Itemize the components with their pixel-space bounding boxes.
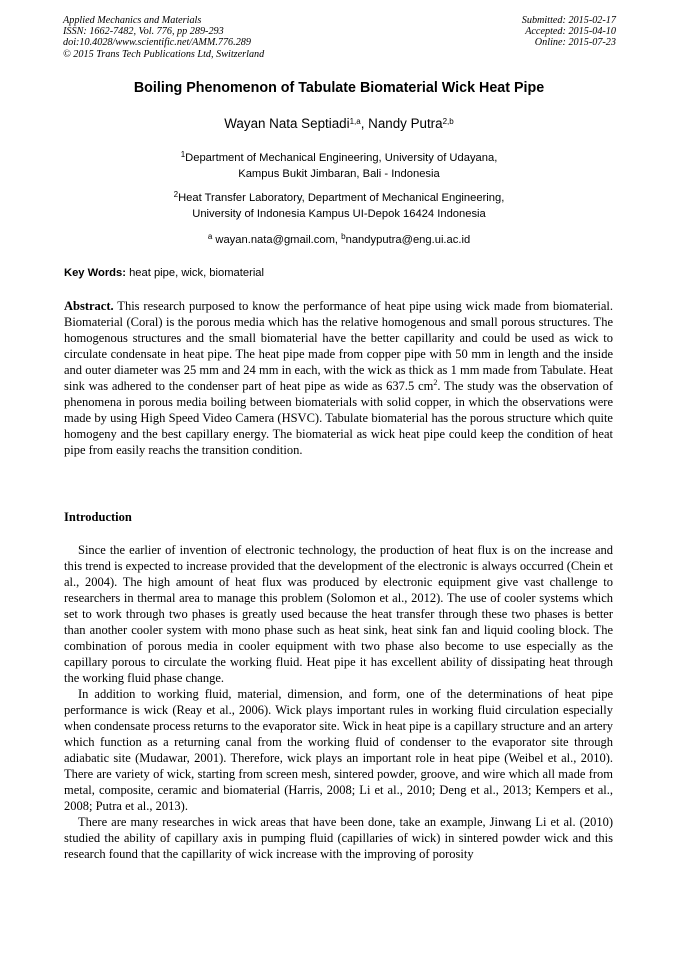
paragraph: In addition to working fluid, material, dimension, and form, one of the determinations of heat pipe performance is wick (Reay et al., 2006). Wick plays important rules in working fluid circulation especially when condensate process returns to the evaporator site. Wick in heat pipe is a capillary structure and an artery which function as a returning canal from the working fluid of condenser to the evaporator site through adiabatic site (Mudawar, 2001). Therefore, wick plays an important role in heat pipe (Weibel et al., 2010). There are variety of wick, starting from screen mesh, sintered powder, groove, and wire which all made from metal, composite, ceramic and biomaterial (Harris, 2008; Li et al., 2010; Deng et al., 2013; Kempers et al., 2008; Putra et al., 2013). — [64, 687, 613, 813]
keywords — [64, 267, 624, 279]
affiliation-line: University of Indonesia Kampus UI-Depok 16424 Indonesia — [192, 208, 486, 220]
paragraph: Since the earlier of invention of electronic technology, the production of heat flux is on the increase and this trend is expected to increase provided that the development of the electronic is always occurred (Chein et al., 2004). The high amount of heat flux was produced by electronic equipment give vast challenge to researchers in thermal area to manage this problem (Solomon et al., 2012). The use of cooler systems which set to work through two phases is greatly used because the heat transfer through these two phases is better than another cooler system with mono phase such as heat sink, heat sink fan and liquid cooling block. The combination of porous media in cooler equipment with two phase also become to use especially as the capillary porous to circulate the working fluid. Heat pipe it has excellent ability of dissipating heat through the working fluid phase change. — [64, 543, 613, 685]
author-name: Nandy Putra — [368, 116, 443, 131]
keywords-text: heat pipe, wick, biomaterial — [125, 267, 265, 279]
affiliation-line: Kampus Bukit Jimbaran, Bali - Indonesia — [238, 168, 440, 180]
abstract-superscript: 2 — [433, 378, 438, 387]
author-affiliation-mark: 2,b — [442, 117, 454, 126]
affiliation-1 — [0, 150, 678, 182]
keywords-label: Key Words: — [64, 267, 126, 279]
author-separator: , — [360, 116, 369, 131]
abstract-text: This research purposed to know the performance of heat pipe using wick made from biomaterial. Biomaterial (Coral) is the porous media which has the relative homogenous and small porous structures. The homogenous structures and the small biomaterial have the better capillarity and could be used as wick to circulate condensate in heat pipe. The heat pipe made from copper pipe with 50 mm in length and the inside and outer diameter was 25 mm and 24 mm in each, with the wick as thick as 1 mm made from Tabulate. Heat sink was adhered to the condenser part of heat pipe as wide as 637.5 cm — [64, 299, 613, 393]
affiliation-mark: 1 — [180, 150, 186, 159]
accepted-date: Accepted: 2015-04-10 — [525, 26, 616, 38]
abstract-label: Abstract. — [64, 299, 114, 313]
journal-doi[interactable]: doi:10.4028/www.scientific.net/AMM.776.289 — [63, 37, 251, 49]
abstract-text: . The study was the observation of phenomena in porous media boiling between biomaterials with solid copper, in which the observations were made by using High Speed Video Camera (HSVC). Tabulate biomaterial has the porous structure which quite homogeny and the best capillary energy. The biomaterial as wick heat pipe could keep the condition of heat pipe from easily reachs the transition condition. — [64, 379, 613, 457]
email-mark: b — [341, 232, 346, 241]
introduction-body — [64, 542, 613, 862]
email-link[interactable]: nandyputra@eng.ui.ac.id — [345, 234, 471, 246]
email-mark: a — [207, 232, 213, 241]
journal-header-left — [63, 15, 383, 60]
author-affiliation-mark: 1,a — [349, 117, 361, 126]
affiliation-line: Heat Transfer Laboratory, Department of Mechanical Engineering, — [178, 192, 505, 204]
submitted-date: Submitted: 2015-02-17 — [521, 15, 616, 26]
paper-title: Boiling Phenomenon of Tabulate Biomaterial Wick Heat Pipe — [133, 80, 545, 96]
affiliation-line: Department of Mechanical Engineering, University of Udayana, — [185, 152, 498, 164]
affiliation-2 — [0, 190, 678, 222]
section-heading: Introduction — [64, 510, 132, 524]
author-list — [0, 116, 678, 131]
affiliation-mark: 2 — [173, 190, 179, 199]
journal-name: Applied Mechanics and Materials — [63, 15, 202, 26]
author-name: Wayan Nata Septiadi — [224, 116, 350, 131]
journal-issn: ISSN: 1662-7482, Vol. 776, pp 289-293 — [63, 26, 224, 38]
abstract — [64, 298, 613, 458]
paragraph: There are many researches in wick areas that have been done, take an example, Jinwang Li et al. (2010) studied the ability of capillary axis in pumping fluid (capillaries of wick) in sintered powder wick and this research found that the capillarity of wick increase with the improving of porosity — [64, 815, 613, 861]
email-link[interactable]: wayan.nata@gmail.com, — [212, 234, 342, 246]
online-date: Online: 2015-07-23 — [534, 37, 616, 49]
journal-copyright: © 2015 Trans Tech Publications Ltd, Switzerland — [63, 48, 265, 60]
author-emails — [0, 234, 678, 246]
journal-header-right — [416, 15, 616, 49]
